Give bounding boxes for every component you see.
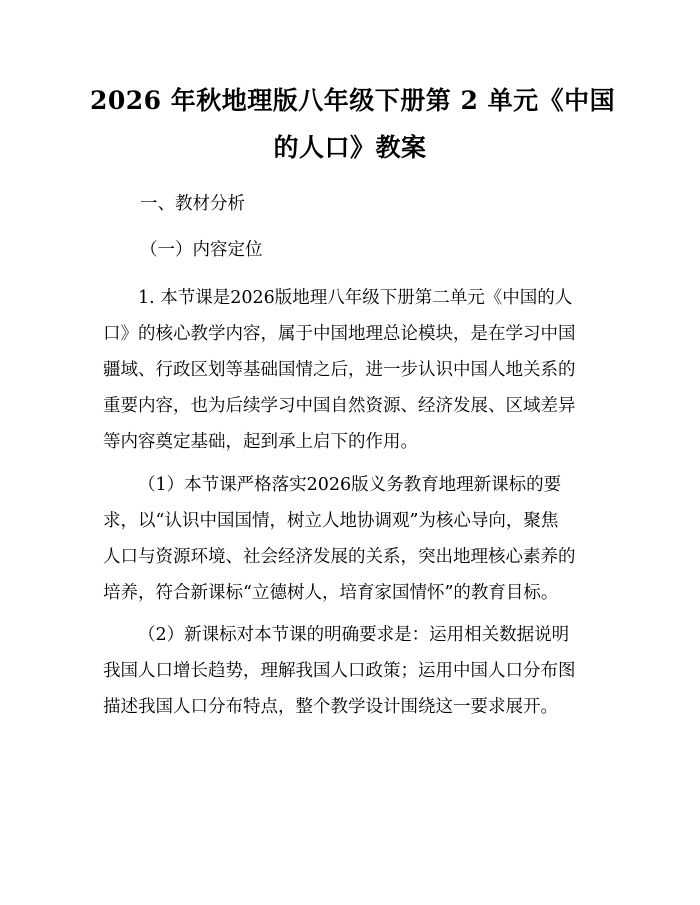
paragraph-curriculum-standard: [103, 467, 603, 611]
document-title-line-1: 2026 年秋地理版八年级下册第 2 单元《中国: [90, 86, 616, 115]
paragraph-content-position: [103, 280, 603, 460]
paragraph-line: 人口与资源环境、社会经济发展的关系，突出地理核心素养的: [103, 547, 576, 567]
paragraph-line: 疆域、行政区划等基础国情之后，进一步认识中国人地关系的: [103, 360, 576, 380]
paragraph-line: 1. 本节课是2026版地理八年级下册第二单元《中国的人: [138, 288, 573, 308]
paragraph-line: 求，以“认识中国国情，树立人地协调观”为核心导向，聚焦: [103, 511, 559, 531]
paragraph-line: 口》的核心教学内容，属于中国地理总论模块，是在学习中国: [103, 324, 576, 344]
document-title-line-2: 的人口》教案: [273, 133, 427, 162]
section-heading: 一、教材分析: [140, 194, 245, 214]
paragraph-line: 等内容奠定基础，起到承上启下的作用。: [103, 432, 418, 452]
paragraph-line: 我国人口增长趋势，理解我国人口政策；运用中国人口分布图: [103, 661, 576, 681]
paragraph-line: 描述我国人口分布特点，整个教学设计围绕这一要求展开。: [103, 697, 558, 717]
paragraph-line: 培养，符合新课标“立德树人，培育家国情怀”的教育目标。: [103, 583, 559, 603]
paragraph-line: （1）本节课严格落实2026版义务教育地理新课标的要: [138, 475, 562, 495]
paragraph-lesson-requirements: [103, 617, 603, 725]
paragraph-line: 重要内容，也为后续学习中国自然资源、经济发展、区域差异: [103, 396, 576, 416]
subsection-heading: （一）内容定位: [140, 240, 263, 260]
paragraph-line: （2）新课标对本节课的明确要求是：运用相关数据说明: [138, 625, 570, 645]
